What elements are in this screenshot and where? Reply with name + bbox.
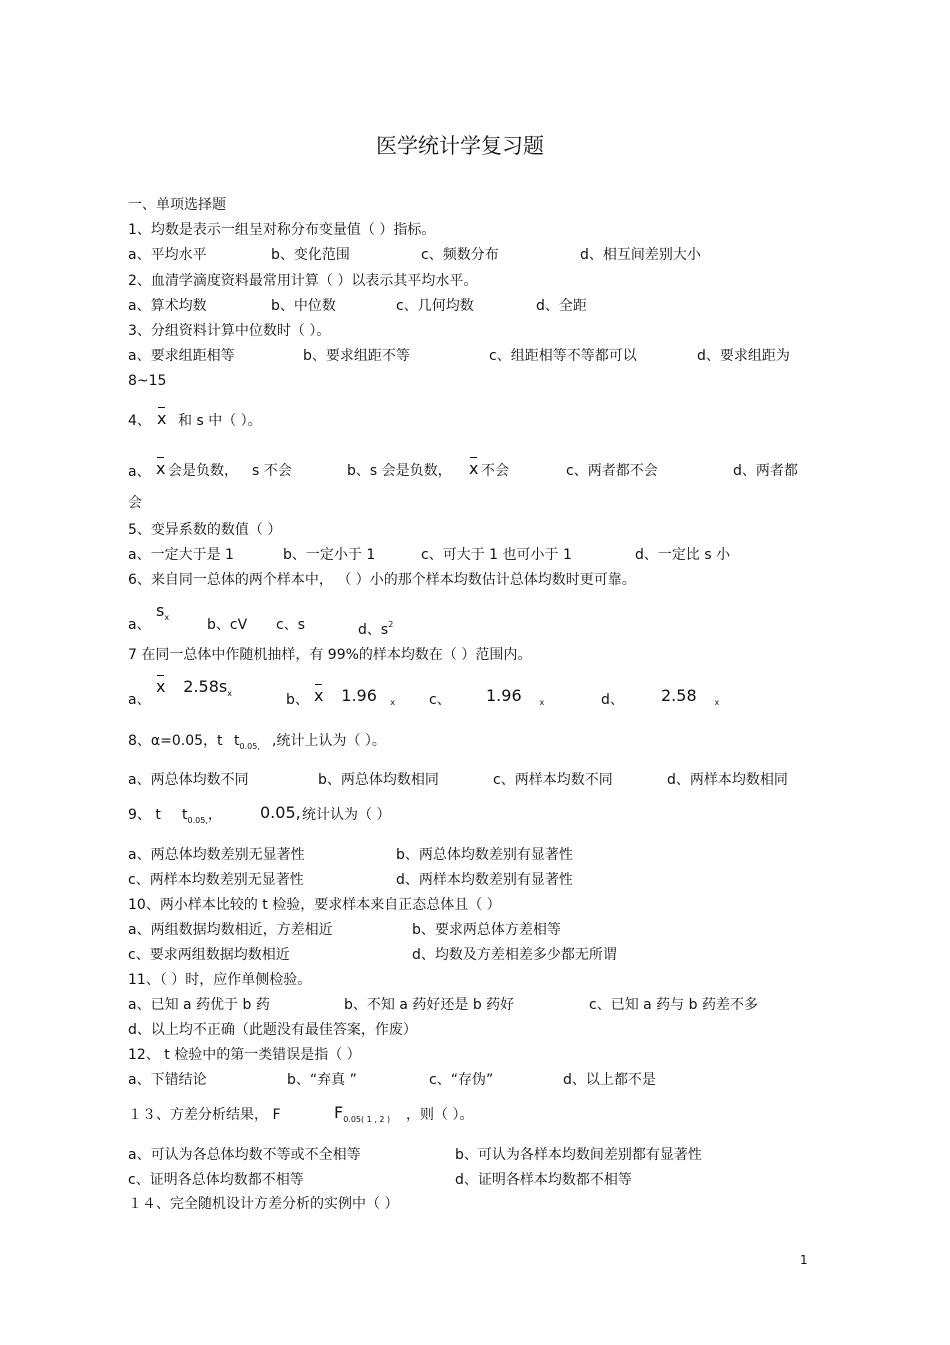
q6-option-d-text: d、s [358, 622, 389, 638]
x-bar-subscript: x [390, 698, 395, 707]
f-symbol: F [334, 1103, 344, 1122]
q12-option-b: b、“弃真 ” [287, 1072, 357, 1088]
q7-option-d-value: 2.58 [661, 686, 697, 705]
q3-option-c: c、组距相等不等都可以 [489, 348, 637, 364]
question-9-stem: 统计认为（ ） [302, 807, 391, 823]
q4-option-a-s: s 不会 [252, 463, 292, 479]
t-subscript: 0.05, [239, 742, 260, 751]
q6-option-a-label: a、 [128, 617, 151, 633]
q7-option-b-formula [314, 687, 395, 712]
page-number: 1 [800, 1253, 808, 1267]
question-9-number: 9、 t [128, 807, 161, 823]
q7-option-a-formula [156, 678, 232, 703]
q8-option-a: a、两总体均数不同 [128, 772, 249, 788]
q7-option-a-value: 2.58s [183, 677, 228, 696]
question-3: 3、分组资料计算中位数时（ ）。 [128, 323, 331, 339]
q8-option-b: b、两总体均数相同 [318, 772, 439, 788]
q2-option-a: a、算术均数 [128, 298, 207, 314]
q7-option-b-value: 1.96 [341, 686, 377, 705]
x-bar-symbol: x [156, 677, 166, 696]
x-bar-subscript: x [227, 689, 232, 698]
q5-option-a: a、一定大于是 1 [128, 547, 234, 563]
q7-option-d-label: d、 [601, 692, 624, 708]
page-title: 医学统计学复习题 [376, 134, 544, 158]
q12-option-d: d、以上都不是 [563, 1072, 656, 1088]
q10-option-b: b、要求两总体方差相等 [412, 922, 561, 938]
question-14: １４、完全随机设计方差分析的实例中（ ） [128, 1196, 399, 1212]
q9-option-c: c、两样本均数差别无显著性 [128, 872, 304, 888]
p-value-text: 0.05, [260, 803, 301, 822]
question-7: 7 在同一总体中作随机抽样，有 99%的样本均数在（ ）范围内。 [128, 647, 532, 663]
q2-option-d: d、全距 [536, 298, 587, 314]
section-heading: 一、单项选择题 [128, 197, 226, 213]
q7-option-c-formula [486, 687, 544, 712]
q3-option-d-continued: 8~15 [128, 373, 167, 389]
q3-option-b: b、要求组距不等 [303, 348, 410, 364]
q11-option-a: a、已知 a 药优于 b 药 [128, 997, 270, 1013]
x-bar-subscript: x [164, 613, 170, 622]
x-bar-subscript: x [714, 698, 720, 707]
q7-option-c-value: 1.96 [486, 686, 522, 705]
q3-option-a: a、要求组距相等 [128, 348, 235, 364]
q9-option-b: b、两总体均数差别有显著性 [396, 847, 573, 863]
q7-option-a-label: a、 [128, 692, 151, 708]
question-8-stem-start: 8、α=0.05，t [128, 733, 223, 749]
x-bar-symbol: x [469, 459, 479, 478]
question-4-stem: 和 s 中（ ）。 [178, 413, 262, 429]
q13-option-b: b、可认为各样本均数间差别都有显著性 [455, 1147, 702, 1163]
q2-option-c: c、几何均数 [396, 298, 474, 314]
t-subscript: 0.05, [187, 816, 208, 825]
comma: ， [207, 807, 222, 823]
s-symbol: s [156, 601, 165, 620]
x-bar-symbol: x [157, 409, 167, 428]
q5-option-c: c、可大于 1 也可小于 1 [421, 547, 572, 563]
question-5: 5、变异系数的数值（ ） [128, 522, 282, 538]
q12-option-a: a、下错结论 [128, 1072, 207, 1088]
question-6: 6、来自同一总体的两个样本中， （ ）小的那个样本均数估计总体均数时更可靠。 [128, 572, 636, 588]
question-2: 2、血清学滴度资料最常用计算（ ）以表示其平均水平。 [128, 273, 478, 289]
squared-superscript: 2 [388, 620, 394, 629]
q4-option-a-text: 会是负数， [168, 463, 238, 479]
question-12: 12、 t 检验中的第一类错误是指（ ） [128, 1047, 361, 1063]
q9-option-d: d、两样本均数差别有显著性 [396, 872, 573, 888]
q10-option-a: a、两组数据均数相近，方差相近 [128, 922, 333, 938]
q4-option-d-continued: 会 [128, 495, 142, 511]
x-bar-symbol: x [156, 459, 166, 478]
q7-option-d-formula [661, 687, 719, 712]
q4-option-d: d、两者都 [733, 463, 798, 479]
q1-option-a: a、平均水平 [128, 247, 207, 263]
q8-option-d: d、两样本均数相同 [667, 772, 788, 788]
q9-option-a: a、两总体均数差别无显著性 [128, 847, 305, 863]
f-subscript: 0.05( 1 , 2 ) [343, 1115, 391, 1124]
q11-option-c: c、已知 a 药与 b 药差不多 [589, 997, 758, 1013]
question-1: 1、均数是表示一组呈对称分布变量值（ ）指标。 [128, 222, 436, 238]
q11-option-b: b、不知 a 药好还是 b 药好 [344, 997, 515, 1013]
q1-option-d: d、相互间差别大小 [580, 247, 701, 263]
t-symbol: t [234, 733, 240, 749]
q3-option-d: d、要求组距为 [697, 348, 790, 364]
question-8-stem-end: ,统计上认为（ ）。 [272, 733, 386, 749]
q4-option-c: c、两者都不会 [566, 463, 658, 479]
t-symbol: t [182, 807, 188, 823]
q6-option-d [358, 616, 393, 639]
q8-option-c: c、两样本均数不同 [493, 772, 613, 788]
p-value [260, 804, 301, 823]
q1-option-c: c、频数分布 [421, 247, 499, 263]
question-13-stem-start: １３、方差分析结果， F [128, 1107, 281, 1123]
q1-option-b: b、变化范围 [271, 247, 350, 263]
question-13-stem-end: ，则（ ）。 [406, 1107, 474, 1123]
q7-option-b-label: b、 [286, 692, 309, 708]
q2-option-b: b、中位数 [271, 298, 336, 314]
q5-option-b: b、一定小于 1 [283, 547, 376, 563]
f-critical [334, 1104, 390, 1129]
q12-option-c: c、“存伪” [429, 1072, 494, 1088]
q13-option-a: a、可认为各总体均数不等或不全相等 [128, 1147, 361, 1163]
q4-option-b-text: 不会 [481, 463, 509, 479]
q6-option-a-formula [156, 602, 169, 627]
q10-option-d: d、均数及方差相差多少都无所谓 [412, 947, 617, 963]
x-bar-subscript: x [539, 698, 545, 707]
x-bar-symbol: x [314, 686, 324, 705]
question-4-number: 4、 [128, 413, 151, 429]
q10-option-c: c、要求两组数据均数相近 [128, 947, 290, 963]
t-critical [234, 732, 260, 756]
question-11: 11、（ ）时，应作单侧检验。 [128, 972, 312, 988]
q13-option-c: c、证明各总体均数都不相等 [128, 1172, 304, 1188]
question-10: 10、两小样本比较的 t 检验，要求样本来自正态总体且（ ） [128, 897, 501, 913]
q4-option-b: b、s 会是负数， [347, 463, 452, 479]
q4-option-a-label: a、 [128, 464, 151, 480]
q7-option-c-label: c、 [429, 692, 451, 708]
q13-option-d: d、证明各样本均数都不相等 [455, 1172, 632, 1188]
q5-option-d: d、一定比 s 小 [635, 547, 731, 563]
q11-option-d: d、以上均不正确（此题没有最佳答案，作废） [128, 1022, 417, 1038]
q6-option-b: b、cV [207, 617, 248, 633]
q6-option-c: c、s [276, 617, 305, 633]
t-critical [182, 806, 222, 830]
